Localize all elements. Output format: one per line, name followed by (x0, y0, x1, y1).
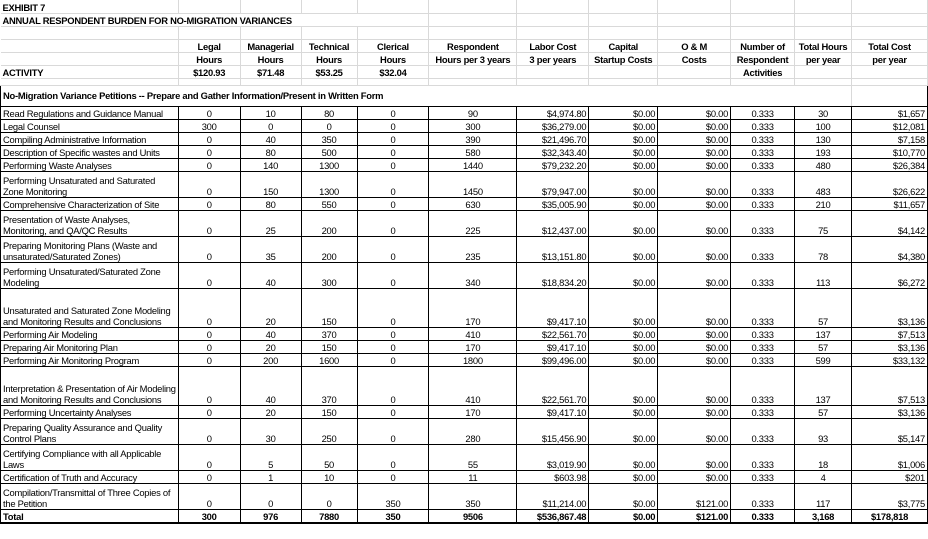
om-cost-cell: $121.00 (658, 483, 731, 509)
clerical-cell: 0 (357, 119, 429, 132)
activity-cell: Legal Counsel (1, 119, 179, 132)
total-technical-cell: 7880 (301, 509, 357, 523)
total-legal-cell: 300 (178, 509, 240, 523)
respondents-cell: 0.333 (731, 366, 795, 405)
respondents-cell: 0.333 (731, 340, 795, 353)
section-header-row (1, 85, 928, 106)
total-hours-cell: 4 (795, 470, 852, 483)
managerial-cell: 20 (240, 405, 301, 418)
col-header-total-hours: Total Hours (795, 39, 852, 52)
total-capital-cost-cell: $0.00 (589, 509, 658, 523)
respondent-hours-cell: 390 (429, 132, 517, 145)
respondent-hours-cell: 300 (429, 119, 517, 132)
table-row (1, 353, 928, 366)
capital-cost-cell: $0.00 (589, 145, 658, 158)
om-cost-cell: $0.00 (658, 197, 731, 210)
labor-cost-cell: $9,417.10 (517, 405, 589, 418)
respondents-cell: 0.333 (731, 197, 795, 210)
respondents-cell: 0.333 (731, 145, 795, 158)
respondent-hours-cell: 90 (429, 106, 517, 119)
respondent-hours-cell: 1440 (429, 158, 517, 171)
total-hours-cell: 30 (795, 106, 852, 119)
total-hours-cell: 75 (795, 210, 852, 236)
total-labor-cost-cell: $536,867.48 (517, 509, 589, 523)
col-header-technical: Technical (301, 39, 357, 52)
total-hours-cell: 599 (795, 353, 852, 366)
om-cost-cell: $0.00 (658, 106, 731, 119)
respondents-cell: 0.333 (731, 262, 795, 288)
respondent-hours-cell: 170 (429, 405, 517, 418)
respondents-cell: 0.333 (731, 106, 795, 119)
header-row-2: Hours Hours Hours Hours Hours per 3 years 3 per years Startup Costs Costs Respondent per year per year (1, 52, 928, 65)
om-cost-cell: $0.00 (658, 171, 731, 197)
clerical-cell: 0 (357, 106, 429, 119)
activity-cell: Preparing Air Monitoring Plan (1, 340, 179, 353)
total-cost-cell: $3,775 (852, 483, 928, 509)
total-hours-cell: 57 (795, 288, 852, 327)
exhibit-label: EXHIBIT 7 (1, 0, 179, 13)
respondents-cell: 0.333 (731, 132, 795, 145)
labor-cost-cell: $11,214.00 (517, 483, 589, 509)
table-row (1, 197, 928, 210)
om-cost-cell: $0.00 (658, 236, 731, 262)
technical-cell: 150 (301, 405, 357, 418)
labor-cost-cell: $9,417.10 (517, 288, 589, 327)
activity-cell: Performing Air Monitoring Program (1, 353, 179, 366)
activity-cell: Certification of Truth and Accuracy (1, 470, 179, 483)
total-hours-cell: 130 (795, 132, 852, 145)
om-cost-cell: $0.00 (658, 262, 731, 288)
respondent-hours-cell: 1800 (429, 353, 517, 366)
table-row (1, 340, 928, 353)
om-cost-cell: $0.00 (658, 288, 731, 327)
om-cost-cell: $0.00 (658, 405, 731, 418)
respondents-cell: 0.333 (731, 470, 795, 483)
clerical-cell: 0 (357, 171, 429, 197)
technical-cell: 1300 (301, 171, 357, 197)
total-respondent-hours-cell: 9506 (429, 509, 517, 523)
respondent-hours-cell: 235 (429, 236, 517, 262)
capital-cost-cell: $0.00 (589, 418, 658, 444)
table-row (1, 145, 928, 158)
total-cost-cell: $1,006 (852, 444, 928, 470)
managerial-cell: 10 (240, 106, 301, 119)
legal-cell: 300 (178, 119, 240, 132)
total-hours-cell: 483 (795, 171, 852, 197)
table-row (1, 158, 928, 171)
technical-cell: 300 (301, 262, 357, 288)
capital-cost-cell: $0.00 (589, 132, 658, 145)
activity-cell: Performing Air Modeling (1, 327, 179, 340)
om-cost-cell: $0.00 (658, 470, 731, 483)
total-hours-cell: 18 (795, 444, 852, 470)
respondent-hours-cell: 630 (429, 197, 517, 210)
total-total-cost-cell: $178,818 (852, 509, 928, 523)
activity-cell: Preparing Quality Assurance and Quality Control Plans (1, 418, 179, 444)
table-row (1, 171, 928, 197)
capital-cost-cell: $0.00 (589, 171, 658, 197)
legal-cell: 0 (178, 288, 240, 327)
managerial-cell: 40 (240, 327, 301, 340)
activity-cell: Preparing Monitoring Plans (Waste and unsaturated/Saturated Zones) (1, 236, 179, 262)
clerical-cell: 0 (357, 353, 429, 366)
clerical-cell: 0 (357, 197, 429, 210)
total-hours-cell: 137 (795, 327, 852, 340)
total-cost-cell: $26,622 (852, 171, 928, 197)
legal-cell: 0 (178, 366, 240, 405)
clerical-cell: 0 (357, 132, 429, 145)
total-hours-cell: 210 (795, 197, 852, 210)
labor-cost-cell: $99,496.00 (517, 353, 589, 366)
col-header-legal: Legal (178, 39, 240, 52)
col-header-respondent-hours: Respondent (429, 39, 517, 52)
total-managerial-cell: 976 (240, 509, 301, 523)
managerial-cell: 35 (240, 236, 301, 262)
om-cost-cell: $0.00 (658, 210, 731, 236)
capital-cost-cell: $0.00 (589, 405, 658, 418)
table-row (1, 288, 928, 327)
activity-cell: Read Regulations and Guidance Manual (1, 106, 179, 119)
legal-cell: 0 (178, 197, 240, 210)
table-row (1, 262, 928, 288)
respondent-hours-cell: 11 (429, 470, 517, 483)
total-hours-cell: 480 (795, 158, 852, 171)
col-header-labor-cost: Labor Cost (517, 39, 589, 52)
managerial-cell: 40 (240, 132, 301, 145)
respondents-cell: 0.333 (731, 483, 795, 509)
rate-managerial: $71.48 (240, 65, 301, 78)
table-row (1, 106, 928, 119)
table-row (1, 405, 928, 418)
respondent-hours-cell: 280 (429, 418, 517, 444)
activity-cell: Performing Uncertainty Analyses (1, 405, 179, 418)
total-cost-cell: $7,158 (852, 132, 928, 145)
table-row (1, 210, 928, 236)
respondent-hours-cell: 410 (429, 327, 517, 340)
capital-cost-cell: $0.00 (589, 366, 658, 405)
labor-cost-cell: $32,343.40 (517, 145, 589, 158)
total-hours-cell: 57 (795, 405, 852, 418)
om-cost-cell: $0.00 (658, 366, 731, 405)
respondents-cell: 0.333 (731, 288, 795, 327)
capital-cost-cell: $0.00 (589, 210, 658, 236)
respondent-hours-cell: 170 (429, 340, 517, 353)
capital-cost-cell: $0.00 (589, 236, 658, 262)
legal-cell: 0 (178, 327, 240, 340)
managerial-cell: 150 (240, 171, 301, 197)
technical-cell: 200 (301, 236, 357, 262)
capital-cost-cell: $0.00 (589, 262, 658, 288)
total-cost-cell: $3,136 (852, 405, 928, 418)
capital-cost-cell: $0.00 (589, 340, 658, 353)
activity-cell: Compilation/Transmittal of Three Copies of the Petition (1, 483, 179, 509)
table-row (1, 444, 928, 470)
labor-cost-cell: $79,947.00 (517, 171, 589, 197)
labor-cost-cell: $35,005.90 (517, 197, 589, 210)
technical-cell: 350 (301, 132, 357, 145)
respondents-cell: 0.333 (731, 171, 795, 197)
rates-row: ACTIVITY $120.93 $71.48 $53.25 $32.04 Activities (1, 65, 928, 78)
total-cost-cell: $4,142 (852, 210, 928, 236)
technical-cell: 0 (301, 483, 357, 509)
legal-cell: 0 (178, 145, 240, 158)
clerical-cell: 0 (357, 145, 429, 158)
section-title: No-Migration Variance Petitions -- Prepare and Gather Information/Present in Written Form (1, 85, 852, 106)
technical-cell: 500 (301, 145, 357, 158)
capital-cost-cell: $0.00 (589, 327, 658, 340)
total-label: Total (1, 509, 179, 523)
capital-cost-cell: $0.00 (589, 483, 658, 509)
activity-cell: Comprehensive Characterization of Site (1, 197, 179, 210)
respondent-hours-cell: 170 (429, 288, 517, 327)
respondents-cell: 0.333 (731, 158, 795, 171)
total-cost-cell: $26,384 (852, 158, 928, 171)
col-header-respondents: Number of (731, 39, 795, 52)
om-cost-cell: $0.00 (658, 119, 731, 132)
table-row (1, 366, 928, 405)
clerical-cell: 0 (357, 210, 429, 236)
capital-cost-cell: $0.00 (589, 158, 658, 171)
om-cost-cell: $0.00 (658, 132, 731, 145)
total-hours-cell: 78 (795, 236, 852, 262)
technical-cell: 370 (301, 327, 357, 340)
total-hours-cell: 100 (795, 119, 852, 132)
managerial-cell: 30 (240, 418, 301, 444)
technical-cell: 550 (301, 197, 357, 210)
managerial-cell: 200 (240, 353, 301, 366)
table-row (1, 236, 928, 262)
labor-cost-cell: $9,417.10 (517, 340, 589, 353)
om-cost-cell: $0.00 (658, 340, 731, 353)
managerial-cell: 1 (240, 470, 301, 483)
total-cost-cell: $7,513 (852, 327, 928, 340)
capital-cost-cell: $0.00 (589, 470, 658, 483)
technical-cell: 0 (301, 119, 357, 132)
labor-cost-cell: $603.98 (517, 470, 589, 483)
labor-cost-cell: $12,437.00 (517, 210, 589, 236)
clerical-cell: 0 (357, 288, 429, 327)
clerical-cell: 0 (357, 444, 429, 470)
total-hours-cell: 93 (795, 418, 852, 444)
activity-cell: Interpretation & Presentation of Air Modeling and Monitoring Results and Conclusions (1, 366, 179, 405)
legal-cell: 0 (178, 340, 240, 353)
labor-cost-cell: $22,561.70 (517, 366, 589, 405)
respondent-hours-cell: 580 (429, 145, 517, 158)
clerical-cell: 0 (357, 158, 429, 171)
respondent-hours-cell: 340 (429, 262, 517, 288)
legal-cell: 0 (178, 470, 240, 483)
technical-cell: 250 (301, 418, 357, 444)
rate-clerical: $32.04 (357, 65, 429, 78)
labor-cost-cell: $13,151.80 (517, 236, 589, 262)
technical-cell: 10 (301, 470, 357, 483)
activity-cell: Compiling Administrative Information (1, 132, 179, 145)
technical-cell: 150 (301, 340, 357, 353)
managerial-cell: 0 (240, 119, 301, 132)
total-cost-cell: $10,770 (852, 145, 928, 158)
labor-cost-cell: $22,561.70 (517, 327, 589, 340)
clerical-cell: 0 (357, 262, 429, 288)
col-header-om: O & M (658, 39, 731, 52)
header-row-1 (1, 39, 928, 52)
table-row (1, 418, 928, 444)
managerial-cell: 80 (240, 145, 301, 158)
rate-technical: $53.25 (301, 65, 357, 78)
col-header-managerial: Managerial (240, 39, 301, 52)
table-row (1, 132, 928, 145)
clerical-cell: 0 (357, 470, 429, 483)
respondents-cell: 0.333 (731, 444, 795, 470)
col-header-total-cost: Total Cost (852, 39, 928, 52)
activity-cell: Performing Unsaturated/Saturated Zone Modeling (1, 262, 179, 288)
labor-cost-cell: $21,496.70 (517, 132, 589, 145)
total-hours-cell: 57 (795, 340, 852, 353)
activity-cell: Performing Unsaturated and Saturated Zone Monitoring (1, 171, 179, 197)
technical-cell: 1600 (301, 353, 357, 366)
table-row (1, 483, 928, 509)
capital-cost-cell: $0.00 (589, 288, 658, 327)
respondents-cell: 0.333 (731, 327, 795, 340)
technical-cell: 370 (301, 366, 357, 405)
technical-cell: 200 (301, 210, 357, 236)
legal-cell: 0 (178, 418, 240, 444)
managerial-cell: 25 (240, 210, 301, 236)
clerical-cell: 0 (357, 418, 429, 444)
capital-cost-cell: $0.00 (589, 444, 658, 470)
labor-cost-cell: $4,974.80 (517, 106, 589, 119)
total-om-cost-cell: $121.00 (658, 509, 731, 523)
total-cost-cell: $3,136 (852, 340, 928, 353)
clerical-cell: 0 (357, 366, 429, 405)
total-cost-cell: $3,136 (852, 288, 928, 327)
respondents-cell: 0.333 (731, 236, 795, 262)
legal-cell: 0 (178, 405, 240, 418)
labor-cost-cell: $15,456.90 (517, 418, 589, 444)
managerial-cell: 20 (240, 340, 301, 353)
om-cost-cell: $0.00 (658, 327, 731, 340)
activity-cell: Description of Specific wastes and Units (1, 145, 179, 158)
total-hours-cell: 137 (795, 366, 852, 405)
clerical-cell: 0 (357, 236, 429, 262)
respondents-cell: 0.333 (731, 210, 795, 236)
legal-cell: 0 (178, 444, 240, 470)
managerial-cell: 20 (240, 288, 301, 327)
total-cost-cell: $12,081 (852, 119, 928, 132)
om-cost-cell: $0.00 (658, 353, 731, 366)
total-clerical-cell: 350 (357, 509, 429, 523)
managerial-cell: 80 (240, 197, 301, 210)
om-cost-cell: $0.00 (658, 418, 731, 444)
legal-cell: 0 (178, 171, 240, 197)
respondent-hours-cell: 410 (429, 366, 517, 405)
respondent-hours-cell: 55 (429, 444, 517, 470)
managerial-cell: 40 (240, 262, 301, 288)
clerical-cell: 350 (357, 483, 429, 509)
legal-cell: 0 (178, 210, 240, 236)
managerial-cell: 40 (240, 366, 301, 405)
legal-cell: 0 (178, 236, 240, 262)
activity-cell: Presentation of Waste Analyses, Monitoring, and QA/QC Results (1, 210, 179, 236)
total-hours-cell: 113 (795, 262, 852, 288)
labor-cost-cell: $79,232.20 (517, 158, 589, 171)
total-cost-cell: $11,657 (852, 197, 928, 210)
table-row (1, 470, 928, 483)
capital-cost-cell: $0.00 (589, 119, 658, 132)
respondents-cell: 0.333 (731, 418, 795, 444)
total-cost-cell: $6,272 (852, 262, 928, 288)
technical-cell: 150 (301, 288, 357, 327)
exhibit-title: ANNUAL RESPONDENT BURDEN FOR NO-MIGRATION VARIANCES (1, 13, 429, 26)
total-total-hours-cell: 3,168 (795, 509, 852, 523)
total-hours-cell: 117 (795, 483, 852, 509)
respondents-cell: 0.333 (731, 119, 795, 132)
activity-header: ACTIVITY (1, 65, 179, 78)
total-cost-cell: $1,657 (852, 106, 928, 119)
respondent-hours-cell: 350 (429, 483, 517, 509)
col-header-capital: Capital (589, 39, 658, 52)
table-row (1, 119, 928, 132)
legal-cell: 0 (178, 158, 240, 171)
om-cost-cell: $0.00 (658, 145, 731, 158)
total-cost-cell: $4,380 (852, 236, 928, 262)
labor-cost-cell: $36,279.00 (517, 119, 589, 132)
respondents-cell: 0.333 (731, 405, 795, 418)
total-row (1, 509, 928, 523)
total-hours-cell: 193 (795, 145, 852, 158)
om-cost-cell: $0.00 (658, 444, 731, 470)
labor-cost-cell: $3,019.90 (517, 444, 589, 470)
col-header-clerical: Clerical (357, 39, 429, 52)
respondent-hours-cell: 225 (429, 210, 517, 236)
activity-cell: Performing Waste Analyses (1, 158, 179, 171)
total-cost-cell: $33,132 (852, 353, 928, 366)
legal-cell: 0 (178, 483, 240, 509)
clerical-cell: 0 (357, 327, 429, 340)
managerial-cell: 140 (240, 158, 301, 171)
om-cost-cell: $0.00 (658, 158, 731, 171)
legal-cell: 0 (178, 132, 240, 145)
clerical-cell: 0 (357, 340, 429, 353)
table-row (1, 327, 928, 340)
capital-cost-cell: $0.00 (589, 106, 658, 119)
activity-cell: Certifying Compliance with all Applicable Laws (1, 444, 179, 470)
clerical-cell: 0 (357, 405, 429, 418)
legal-cell: 0 (178, 353, 240, 366)
capital-cost-cell: $0.00 (589, 353, 658, 366)
respondent-hours-cell: 1450 (429, 171, 517, 197)
managerial-cell: 0 (240, 483, 301, 509)
respondents-cell: 0.333 (731, 353, 795, 366)
capital-cost-cell: $0.00 (589, 197, 658, 210)
labor-cost-cell: $18,834.20 (517, 262, 589, 288)
activity-cell: Unsaturated and Saturated Zone Modeling and Monitoring Results and Conclusions (1, 288, 179, 327)
total-cost-cell: $5,147 (852, 418, 928, 444)
legal-cell: 0 (178, 262, 240, 288)
total-cost-cell: $201 (852, 470, 928, 483)
rate-legal: $120.93 (178, 65, 240, 78)
total-cost-cell: $7,513 (852, 366, 928, 405)
technical-cell: 80 (301, 106, 357, 119)
technical-cell: 50 (301, 444, 357, 470)
total-respondents-cell: 0.333 (731, 509, 795, 523)
managerial-cell: 5 (240, 444, 301, 470)
legal-cell: 0 (178, 106, 240, 119)
technical-cell: 1300 (301, 158, 357, 171)
